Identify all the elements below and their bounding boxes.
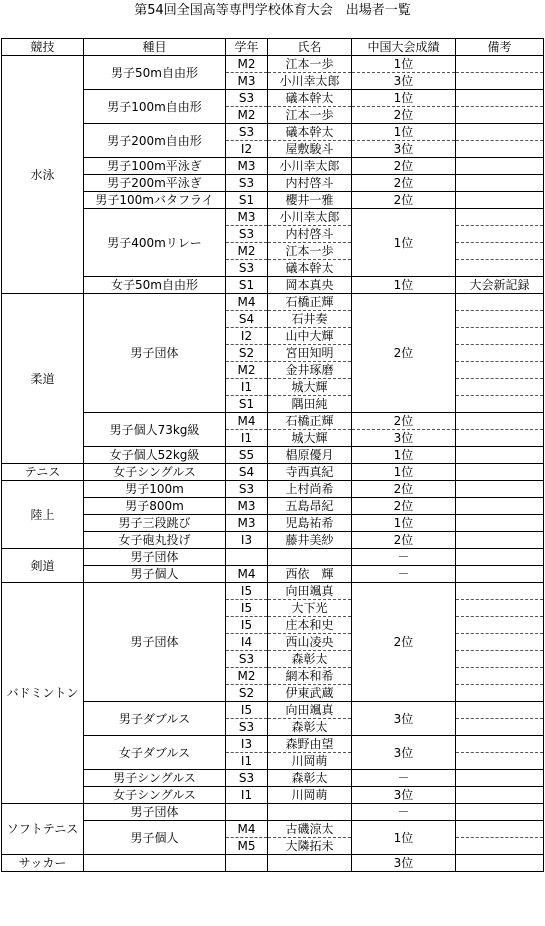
name-cell: 内村啓斗 [268,226,352,243]
table-row [2,736,544,753]
table-row [2,413,544,430]
grade-cell: I5 [226,617,268,634]
sport-cell: 陸上 [2,481,84,549]
grade-cell: S3 [226,175,268,192]
name-cell: 森彰太 [268,770,352,787]
grade-cell: I4 [226,634,268,651]
result-cell: 3位 [352,73,456,90]
name-cell: 古磯涼太 [268,821,352,838]
note-cell [456,243,544,260]
event-cell: 男子100m自由形 [84,90,226,124]
grade-cell: M3 [226,515,268,532]
note-cell: 大会新記録 [456,277,544,294]
grade-cell: S3 [226,719,268,736]
name-cell: 森彰太 [268,719,352,736]
result-cell: － [352,804,456,821]
name-cell: 網本和希 [268,668,352,685]
name-cell: 庄本和史 [268,617,352,634]
grade-cell [226,855,268,872]
participants-table [1,38,544,872]
note-cell [456,481,544,498]
grade-cell: I2 [226,141,268,158]
name-cell: 石橋正輝 [268,294,352,311]
note-cell [456,549,544,566]
note-cell [456,90,544,107]
result-cell: － [352,566,456,583]
event-cell: 女子シングルス [84,464,226,481]
name-cell: 山中大輝 [268,328,352,345]
table-row [2,770,544,787]
result-cell: 2位 [352,158,456,175]
grade-cell: S3 [226,481,268,498]
event-cell: 女子ダブルス [84,736,226,770]
result-cell: 2位 [352,294,456,413]
sport-cell: 水泳 [2,56,84,294]
grade-cell: S4 [226,464,268,481]
note-cell [456,855,544,872]
table-row [2,158,544,175]
result-cell: 2位 [352,175,456,192]
name-cell: 川岡萌 [268,787,352,804]
grade-cell: M2 [226,362,268,379]
event-cell: 男子200m自由形 [84,124,226,158]
grade-cell: M4 [226,566,268,583]
result-cell: 2位 [352,107,456,124]
result-cell: 2位 [352,532,456,549]
table-row [2,209,544,226]
note-cell [456,651,544,668]
grade-cell: M3 [226,209,268,226]
grade-cell [226,804,268,821]
note-cell [456,685,544,702]
note-cell [456,56,544,73]
note-cell [456,141,544,158]
note-cell [456,464,544,481]
header-sport: 競技 [2,39,84,56]
note-cell [456,175,544,192]
event-cell: 女子砲丸投げ [84,532,226,549]
note-cell [456,753,544,770]
name-cell: 上村尚希 [268,481,352,498]
table-row [2,294,544,311]
table-row [2,583,544,600]
name-cell: 屋敷駿斗 [268,141,352,158]
table-row [2,804,544,821]
event-cell: 男子団体 [84,804,226,821]
name-cell: 伊東武蔵 [268,685,352,702]
event-cell: 男子100m平泳ぎ [84,158,226,175]
event-cell: 男子400mリレー [84,209,226,277]
event-cell: 女子シングルス [84,787,226,804]
table-row [2,277,544,294]
name-cell: 小川幸太郎 [268,158,352,175]
result-cell: － [352,770,456,787]
name-cell: 川岡萌 [268,753,352,770]
sport-cell: 柔道 [2,294,84,464]
sport-cell: バドミントン [2,583,84,804]
event-cell: 男子200m平泳ぎ [84,175,226,192]
grade-cell: I1 [226,787,268,804]
grade-cell: I5 [226,600,268,617]
note-cell [456,294,544,311]
name-cell: 向田颯真 [268,702,352,719]
name-cell: 宮田知明 [268,345,352,362]
note-cell [456,124,544,141]
result-cell: 1位 [352,447,456,464]
header-event: 種目 [84,39,226,56]
name-cell: 礒本幹太 [268,90,352,107]
note-cell [456,226,544,243]
note-cell [456,804,544,821]
name-cell: 内村啓斗 [268,175,352,192]
note-cell [456,73,544,90]
name-cell: 石井奏 [268,311,352,328]
page-title: 第54回全国高等専門学校体育大会 出場者一覧 [134,3,411,18]
grade-cell: S3 [226,260,268,277]
table-row [2,566,544,583]
note-cell [456,617,544,634]
table-row [2,90,544,107]
name-cell: 石橋正輝 [268,413,352,430]
note-cell [456,158,544,175]
note-cell [456,787,544,804]
name-cell: 森彰太 [268,651,352,668]
note-cell [456,430,544,447]
name-cell: 小川幸太郎 [268,73,352,90]
grade-cell: M3 [226,498,268,515]
name-cell: 大隣拓未 [268,838,352,855]
grade-cell: I1 [226,379,268,396]
result-cell: 1位 [352,56,456,73]
table-row [2,821,544,838]
name-cell: 江本一歩 [268,243,352,260]
table-row [2,481,544,498]
name-cell: 寺西真紀 [268,464,352,481]
header-row [2,39,544,56]
name-cell: 小川幸太郎 [268,209,352,226]
result-cell: 1位 [352,90,456,107]
note-cell [456,192,544,209]
name-cell: 隅田純 [268,396,352,413]
note-cell [456,821,544,838]
table-body [2,56,544,872]
result-cell: 3位 [352,855,456,872]
name-cell: 城大輝 [268,430,352,447]
grade-cell: M2 [226,668,268,685]
event-cell: 女子個人52kg級 [84,447,226,464]
grade-cell: I5 [226,702,268,719]
grade-cell: S3 [226,651,268,668]
grade-cell: S2 [226,345,268,362]
table-row [2,787,544,804]
result-cell: 2位 [352,481,456,498]
header-result: 中国大会成績 [352,39,456,56]
event-cell: 男子個人 [84,821,226,855]
grade-cell: M2 [226,107,268,124]
result-cell: 2位 [352,192,456,209]
result-cell: 1位 [352,209,456,277]
event-cell: 男子個人 [84,566,226,583]
table-row [2,549,544,566]
event-cell: 男子ダブルス [84,702,226,736]
table-row [2,498,544,515]
name-cell: 礒本幹太 [268,260,352,277]
result-cell: 2位 [352,413,456,430]
grade-cell: S1 [226,277,268,294]
note-cell [456,600,544,617]
name-cell: 西山凌央 [268,634,352,651]
result-cell: 1位 [352,821,456,855]
note-cell [456,702,544,719]
note-cell [456,515,544,532]
event-cell [84,855,226,872]
grade-cell: M2 [226,243,268,260]
table-row [2,175,544,192]
sport-cell: ソフトテニス [2,804,84,855]
event-cell: 男子50m自由形 [84,56,226,90]
note-cell [456,838,544,855]
header-note: 備考 [456,39,544,56]
table-row [2,464,544,481]
event-cell: 男子団体 [84,294,226,413]
grade-cell: M3 [226,73,268,90]
event-cell: 男子団体 [84,549,226,566]
note-cell [456,209,544,226]
result-cell: 3位 [352,702,456,736]
name-cell [268,804,352,821]
name-cell [268,549,352,566]
event-cell: 男子シングルス [84,770,226,787]
note-cell [456,260,544,277]
name-cell: 大下光 [268,600,352,617]
note-cell [456,107,544,124]
result-cell: 1位 [352,464,456,481]
grade-cell: S3 [226,124,268,141]
grade-cell: S1 [226,396,268,413]
grade-cell: S5 [226,447,268,464]
grade-cell: I2 [226,328,268,345]
note-cell [456,345,544,362]
note-cell [456,362,544,379]
sport-cell: サッカー [2,855,84,872]
note-cell [456,498,544,515]
note-cell [456,770,544,787]
name-cell: 藤井美紗 [268,532,352,549]
grade-cell [226,549,268,566]
result-cell: 2位 [352,583,456,702]
table-row [2,702,544,719]
table-row [2,447,544,464]
name-cell: 金井琢磨 [268,362,352,379]
table-row [2,532,544,549]
result-cell: － [352,549,456,566]
grade-cell: S2 [226,685,268,702]
event-cell: 男子800m [84,498,226,515]
note-cell [456,311,544,328]
name-cell: 西依 輝 [268,566,352,583]
grade-cell: M4 [226,821,268,838]
event-cell: 男子個人73kg級 [84,413,226,447]
note-cell [456,447,544,464]
event-cell: 男子100m [84,481,226,498]
grade-cell: M5 [226,838,268,855]
grade-cell: I5 [226,583,268,600]
name-cell [268,855,352,872]
name-cell: 江本一歩 [268,107,352,124]
grade-cell: S1 [226,192,268,209]
table-row [2,855,544,872]
name-cell: 椙原優月 [268,447,352,464]
grade-cell: I3 [226,532,268,549]
event-cell: 男子100mバタフライ [84,192,226,209]
event-cell: 男子三段跳び [84,515,226,532]
table-row [2,192,544,209]
sport-cell: テニス [2,464,84,481]
result-cell: 1位 [352,124,456,141]
name-cell: 江本一歩 [268,56,352,73]
grade-cell: I1 [226,430,268,447]
note-cell [456,634,544,651]
name-cell: 岡本真央 [268,277,352,294]
header-grade: 学年 [226,39,268,56]
name-cell: 城大輝 [268,379,352,396]
table-row [2,56,544,73]
event-cell: 男子団体 [84,583,226,702]
grade-cell: I1 [226,753,268,770]
note-cell [456,736,544,753]
note-cell [456,413,544,430]
note-cell [456,719,544,736]
header-name: 氏名 [268,39,352,56]
grade-cell: S3 [226,90,268,107]
event-cell: 女子50m自由形 [84,277,226,294]
sport-cell: 剣道 [2,549,84,583]
result-cell: 3位 [352,787,456,804]
grade-cell: I3 [226,736,268,753]
name-cell: 五島昂紀 [268,498,352,515]
note-cell [456,583,544,600]
note-cell [456,668,544,685]
note-cell [456,379,544,396]
grade-cell: M3 [226,158,268,175]
name-cell: 櫻井一雅 [268,192,352,209]
grade-cell: M4 [226,413,268,430]
note-cell [456,396,544,413]
name-cell: 礒本幹太 [268,124,352,141]
grade-cell: S3 [226,226,268,243]
result-cell: 1位 [352,515,456,532]
grade-cell: S3 [226,770,268,787]
result-cell: 3位 [352,736,456,770]
grade-cell: M4 [226,294,268,311]
note-cell [456,328,544,345]
result-cell: 2位 [352,498,456,515]
result-cell: 3位 [352,430,456,447]
name-cell: 森野由望 [268,736,352,753]
note-cell [456,532,544,549]
table-row [2,515,544,532]
grade-cell: M2 [226,56,268,73]
result-cell: 1位 [352,277,456,294]
result-cell: 3位 [352,141,456,158]
name-cell: 児島祐希 [268,515,352,532]
name-cell: 向田颯真 [268,583,352,600]
table-row [2,124,544,141]
grade-cell: S4 [226,311,268,328]
note-cell [456,566,544,583]
